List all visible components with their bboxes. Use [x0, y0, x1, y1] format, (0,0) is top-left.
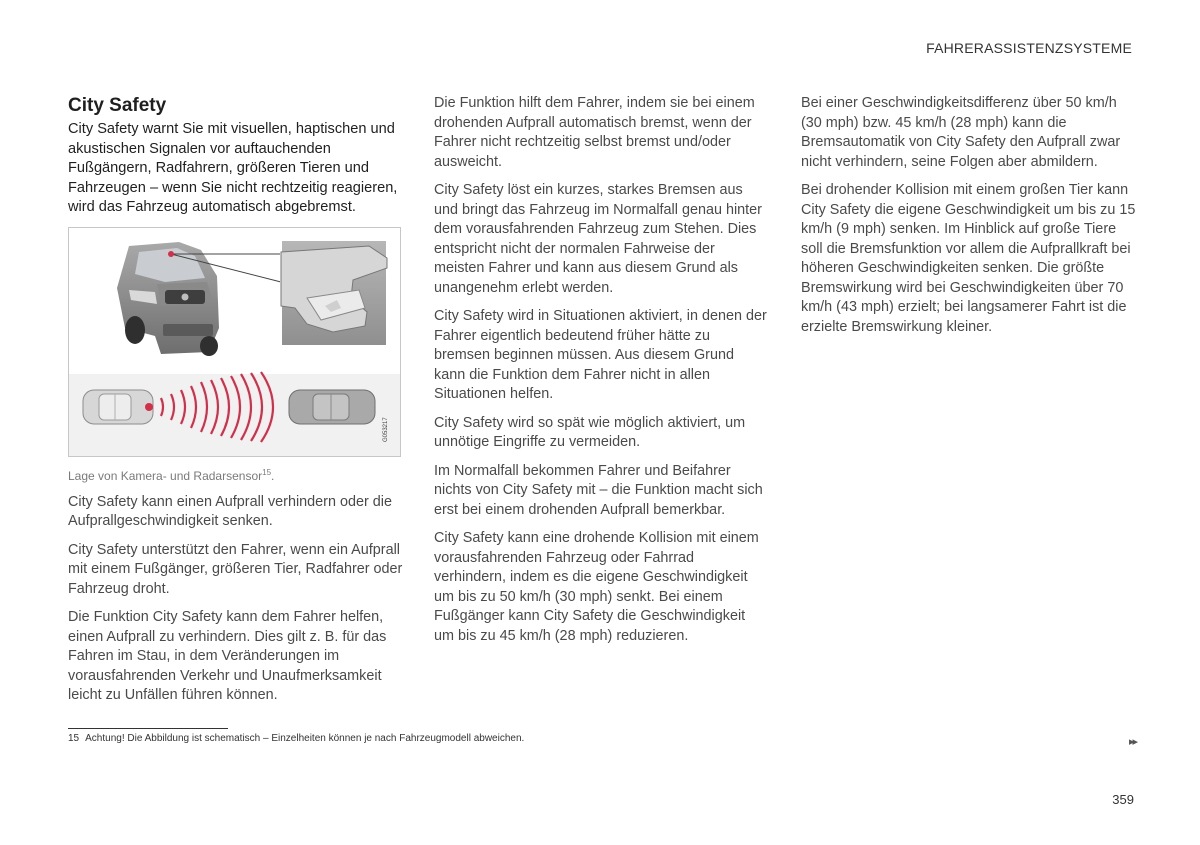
footnote-number: 15: [68, 733, 80, 744]
paragraph: City Safety löst ein kurzes, starkes Bremsen aus und bringt das Fahrzeug im Normalfall genau hinter dem vorausfahrenden Fahrzeug zum Stehen. Dies entspricht nicht der normalen Fahrweise der meisten Fahrer und kann aus diesem Grund als unangenehm erlebt werden.: [434, 182, 762, 296]
paragraph: Bei drohender Kollision mit einem großen Tier kann City Safety die eigene Geschwindigkeit um bis zu 15 km/h (9 mph) senken. Im Hinblick auf große Tiere soll die Bremsfunktion vor allem die Aufprallkraft bei höheren Geschwindigkeiten senken. Die größte Bremswirkung wird bei Geschwindigkeiten über 70 km/h (43 mph) erzielt; bei langsamerer Fahrt ist die erzielte Bremswirkung kleiner.: [801, 182, 1136, 335]
column-1: [68, 94, 403, 715]
figure-caption-text: Lage von Kamera- und Radarsensor: [68, 468, 263, 483]
figure-caption: [68, 465, 403, 484]
paragraph: City Safety kann eine drohende Kollision mit einem vorausfahrenden Fahrzeug oder Fahrrad verhindern, indem es die eigene Geschwindigkeit um bis zu 50 km/h (30 mph) senkt. Bei einem Fußgänger kann City Safety die Geschwindigkeit um bis zu 45 km/h (28 mph) reduzieren.: [434, 530, 759, 644]
caption-footnote-ref[interactable]: 15: [262, 467, 272, 477]
page-number: 359: [1112, 792, 1134, 807]
paragraph: City Safety kann einen Aufprall verhindern oder die Aufprallgeschwindigkeit senken.: [68, 493, 392, 529]
sensor-illustration-svg: [69, 228, 400, 456]
continue-arrows-icon: ▸▸: [1128, 736, 1136, 748]
car-ahead-top-view: [289, 390, 375, 424]
paragraph: City Safety wird in Situationen aktiviert, in denen der Fahrer eigentlich bedeutend früher hätte zu bremsen beginnen müssen. Aus diesem Grund kann die Funktion dem Fahrer nicht in allen Situationen helfen.: [434, 308, 767, 402]
paragraph: Im Normalfall bekommen Fahrer und Beifahrer nichts von City Safety mit – die Funktion macht sich erst bei einem drohenden Aufprall bemerkbar.: [434, 462, 763, 518]
figure-code: G053217: [383, 416, 389, 442]
column-3: [801, 94, 1136, 346]
column-2: [434, 94, 769, 655]
sensor-illustration: [68, 227, 401, 457]
footnote: [68, 733, 524, 744]
paragraph: Die Funktion hilft dem Fahrer, indem sie bei einem drohenden Aufprall automatisch bremst, wenn der Fahrer nicht rechtzeitig selbst bremst und/oder ausweicht.: [434, 95, 755, 170]
caption-period: .: [271, 468, 275, 483]
paragraph: City Safety wird so spät wie möglich aktiviert, um unnötige Eingriffe zu vermeiden.: [434, 414, 746, 450]
intro-paragraph: City Safety warnt Sie mit visuellen, haptischen und akustischen Signalen vor auftauchenden Fußgängern, Radfahrern, größeren Tieren und Fahrzeugen – wenn Sie nicht rechtzeitig reagieren, wird das Fahrzeug automatisch abgebremst.: [68, 121, 398, 215]
footnote-text: Achtung! Die Abbildung ist schematisch – Einzelheiten können je nach Fahrzeugmodell abweichen.: [85, 733, 525, 744]
section-header: FAHRERASSISTENZSYSTEME: [926, 40, 1132, 56]
car-front-view: [117, 242, 281, 356]
paragraph: Bei einer Geschwindigkeitsdifferenz über 50 km/h (30 mph) bzw. 45 km/h (28 mph) kann die Bremsautomatik von City Safety den Aufprall zwar nicht verhindern, seine Folgen aber abmildern.: [801, 95, 1121, 170]
paragraph: City Safety unterstützt den Fahrer, wenn ein Aufprall mit einem Fußgänger, größeren Tier, Radfahrer oder Fahrzeug droht.: [68, 541, 403, 597]
footnote-divider: [68, 728, 228, 729]
paragraph: Die Funktion City Safety kann dem Fahrer helfen, einen Aufprall zu verhindern. Dies gilt z. B. für das Fahren im Stau, in dem Veränderungen im vorausfahrenden Verkehr und Unaufmerksamkeit leicht zu Unfällen führen können.: [68, 609, 387, 703]
camera-inset: [281, 240, 387, 346]
section-title: City Safety: [68, 95, 167, 116]
own-car-top-view: [83, 390, 153, 424]
